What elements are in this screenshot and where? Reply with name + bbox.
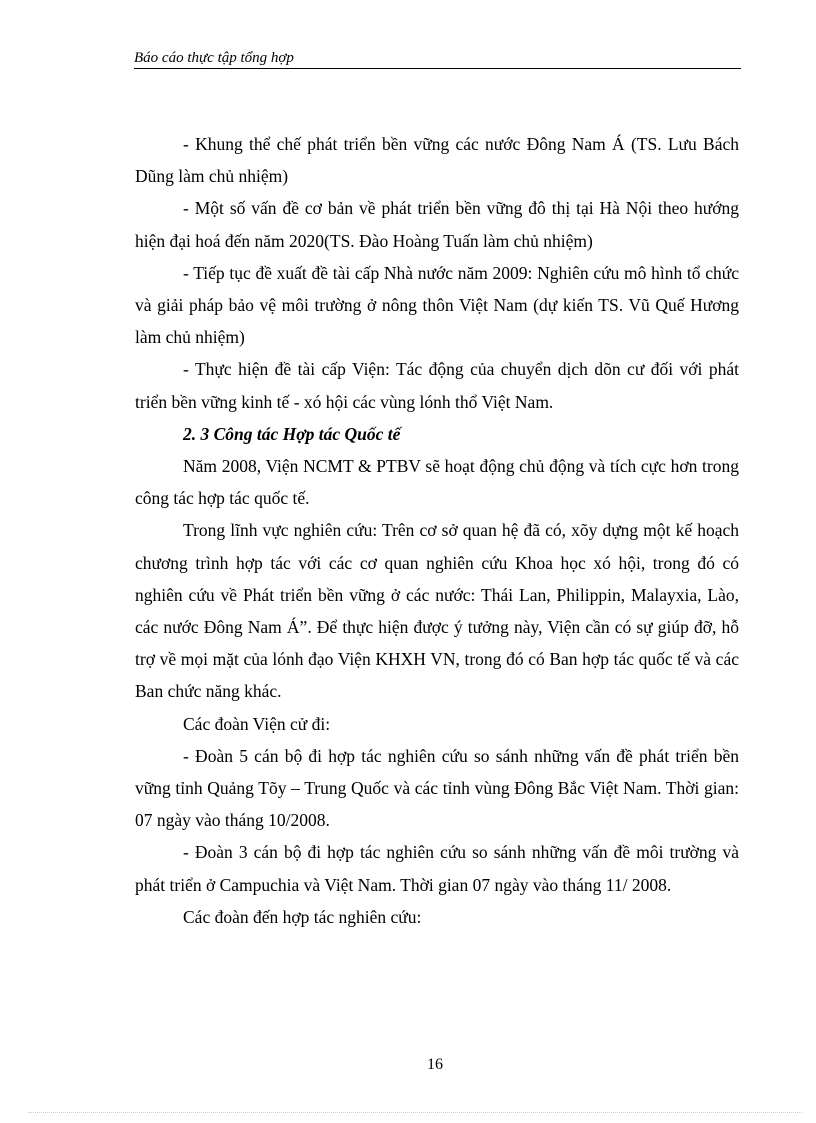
- paragraph-9: - Đoàn 3 cán bộ đi hợp tác nghiên cứu so sánh những vấn đề môi trường và phát triển ở Campuchia và Việt Nam. Thời gian 07 ngày vào tháng 11/ 2008.: [135, 842, 739, 895]
- paragraph-3: - Tiếp tục đề xuất đề tài cấp Nhà nước năm 2009: Nghiên cứu mô hình tổ chức và giải pháp bảo vệ môi trường ở nông thôn Việt Nam (dự kiến TS. Vũ Quế Hương làm chủ nhiệm): [135, 262, 739, 348]
- paragraph-1: - Khung thể chế phát triển bền vững các nước Đông Nam Á (TS. Lưu Bách Dũng làm chủ nhiệm): [135, 134, 739, 187]
- section-heading: 2. 3 Công tác Hợp tác Quốc tế: [183, 423, 401, 444]
- paragraph-6: Trong lĩnh vực nghiên cứu: Trên cơ sở quan hệ đã có, xõy dựng một kế hoạch chương trình hợp tác với các cơ quan nghiên cứu Khoa học xó hội, trong đó có nghiên cứu về Phát triển bền vững ở các nước: Thái Lan, Philippin, Malayxia, Lào, các nước Đông Nam Á”. Để thực hiện được ý tưởng này, Viện cần có sự giúp đỡ, hỗ trợ về mọi mặt của lónh đạo Viện KHXH VN, trong đó có Ban hợp tác quốc tế và các Ban chức năng khác.: [135, 520, 739, 702]
- footer-divider: [28, 1112, 802, 1113]
- running-header: Báo cáo thực tập tổng hợp: [134, 49, 741, 69]
- paragraph-4: - Thực hiện đề tài cấp Viện: Tác động của chuyển dịch dõn cư đối với phát triển bền vững kinh tế - xó hội các vùng lónh thổ Việt Nam.: [135, 359, 739, 412]
- paragraph-8: - Đoàn 5 cán bộ đi hợp tác nghiên cứu so sánh những vấn đề phát triển bền vững tỉnh Quảng Tõy – Trung Quốc và các tỉnh vùng Đông Bắc Việt Nam. Thời gian: 07 ngày vào tháng 10/2008.: [135, 745, 739, 831]
- paragraph-2: - Một số vấn đề cơ bản về phát triển bền vững đô thị tại Hà Nội theo hướng hiện đại hoá đến năm 2020(TS. Đào Hoàng Tuấn làm chủ nhiệm): [135, 198, 739, 251]
- paragraph-10: Các đoàn đến hợp tác nghiên cứu:: [183, 906, 422, 927]
- page-body: [135, 128, 739, 933]
- page-number: 16: [427, 1056, 443, 1073]
- paragraph-7: Các đoàn Viện cử đi:: [183, 713, 331, 734]
- paragraph-5: Năm 2008, Viện NCMT & PTBV sẽ hoạt động chủ động và tích cực hơn trong công tác hợp tác quốc tế.: [135, 456, 739, 509]
